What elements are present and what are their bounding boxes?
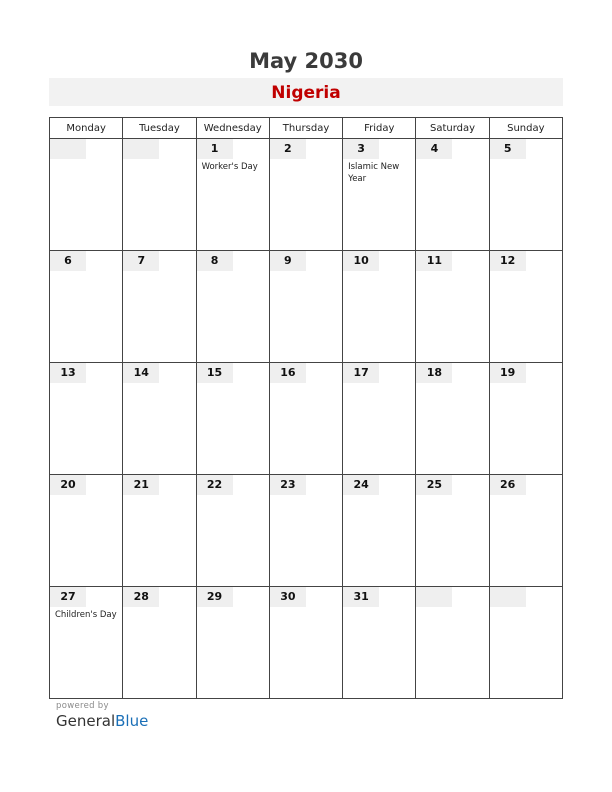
week-row: [50, 475, 563, 587]
footer: [56, 701, 148, 730]
day-number: [416, 587, 452, 607]
brand-logo[interactable]: [56, 712, 148, 730]
day-cell[interactable]: [489, 475, 562, 587]
day-cell[interactable]: [196, 475, 269, 587]
day-cell[interactable]: [196, 587, 269, 699]
day-number: 22: [197, 475, 233, 495]
weekday-header: Thursday: [269, 118, 342, 139]
day-number: 16: [270, 363, 306, 383]
holiday-label: Children's Day: [55, 610, 117, 620]
day-number: 20: [50, 475, 86, 495]
day-cell[interactable]: [489, 363, 562, 475]
day-cell[interactable]: [269, 251, 342, 363]
day-cell[interactable]: [489, 139, 562, 251]
day-number: 8: [197, 251, 233, 271]
day-cell[interactable]: [343, 587, 416, 699]
weekday-header: Saturday: [416, 118, 489, 139]
day-cell[interactable]: [416, 251, 489, 363]
day-cell[interactable]: [489, 587, 562, 699]
day-cell[interactable]: [416, 475, 489, 587]
day-number: 28: [123, 587, 159, 607]
day-number: 5: [490, 139, 526, 159]
week-row: [50, 587, 563, 699]
day-number: 4: [416, 139, 452, 159]
day-number: 1: [197, 139, 233, 159]
day-number: 18: [416, 363, 452, 383]
day-cell[interactable]: [416, 363, 489, 475]
week-row: [50, 363, 563, 475]
powered-by-text: powered by: [56, 701, 109, 711]
day-cell[interactable]: [343, 251, 416, 363]
day-number: 30: [270, 587, 306, 607]
day-cell[interactable]: [196, 139, 269, 251]
day-number: 7: [123, 251, 159, 271]
day-number: 6: [50, 251, 86, 271]
weekday-header: Sunday: [489, 118, 562, 139]
day-cell[interactable]: [50, 587, 123, 699]
day-cell[interactable]: [269, 475, 342, 587]
day-number: 29: [197, 587, 233, 607]
holiday-label: Worker's Day: [201, 162, 258, 172]
weekday-header: Tuesday: [123, 118, 196, 139]
day-cell[interactable]: [416, 139, 489, 251]
day-cell[interactable]: [269, 363, 342, 475]
day-number: 14: [123, 363, 159, 383]
day-number: 31: [343, 587, 379, 607]
brand-blue: Blue: [115, 712, 149, 730]
day-number: 2: [270, 139, 306, 159]
day-cell[interactable]: [343, 475, 416, 587]
weekday-header: Friday: [343, 118, 416, 139]
country-banner: [49, 78, 563, 106]
day-number: 21: [123, 475, 159, 495]
calendar-grid: [49, 117, 563, 699]
day-cell[interactable]: [343, 363, 416, 475]
day-cell[interactable]: [50, 363, 123, 475]
day-number: 25: [416, 475, 452, 495]
day-cell[interactable]: [123, 475, 196, 587]
week-row: [50, 139, 563, 251]
day-cell[interactable]: [123, 363, 196, 475]
weekday-header-row: [50, 118, 563, 139]
day-cell[interactable]: [50, 251, 123, 363]
day-number: 9: [270, 251, 306, 271]
day-number: [50, 139, 86, 159]
day-cell[interactable]: [343, 139, 416, 251]
day-number: [123, 139, 159, 159]
day-cell[interactable]: [123, 587, 196, 699]
week-row: [50, 251, 563, 363]
day-cell[interactable]: [196, 363, 269, 475]
day-number: 17: [343, 363, 379, 383]
day-number: 24: [343, 475, 379, 495]
day-cell[interactable]: [416, 587, 489, 699]
day-number: 19: [490, 363, 526, 383]
day-cell[interactable]: [196, 251, 269, 363]
day-cell[interactable]: [269, 139, 342, 251]
country-name: Nigeria: [271, 83, 341, 103]
day-number: 3: [343, 139, 379, 159]
day-number: 11: [416, 251, 452, 271]
brand-general: General: [56, 712, 116, 730]
day-cell[interactable]: [489, 251, 562, 363]
day-number: [490, 587, 526, 607]
day-number: 27: [50, 587, 86, 607]
weekday-header: Wednesday: [196, 118, 269, 139]
day-number: 10: [343, 251, 379, 271]
day-cell[interactable]: [50, 139, 123, 251]
weekday-header: Monday: [50, 118, 123, 139]
day-cell[interactable]: [269, 587, 342, 699]
day-number: 26: [490, 475, 526, 495]
day-cell[interactable]: [50, 475, 123, 587]
page-title: May 2030: [249, 49, 363, 73]
day-cell[interactable]: [123, 251, 196, 363]
day-number: 15: [197, 363, 233, 383]
day-number: 13: [50, 363, 86, 383]
day-cell[interactable]: [123, 139, 196, 251]
day-number: 23: [270, 475, 306, 495]
day-number: 12: [490, 251, 526, 271]
holiday-label: Islamic New Year: [348, 162, 400, 184]
